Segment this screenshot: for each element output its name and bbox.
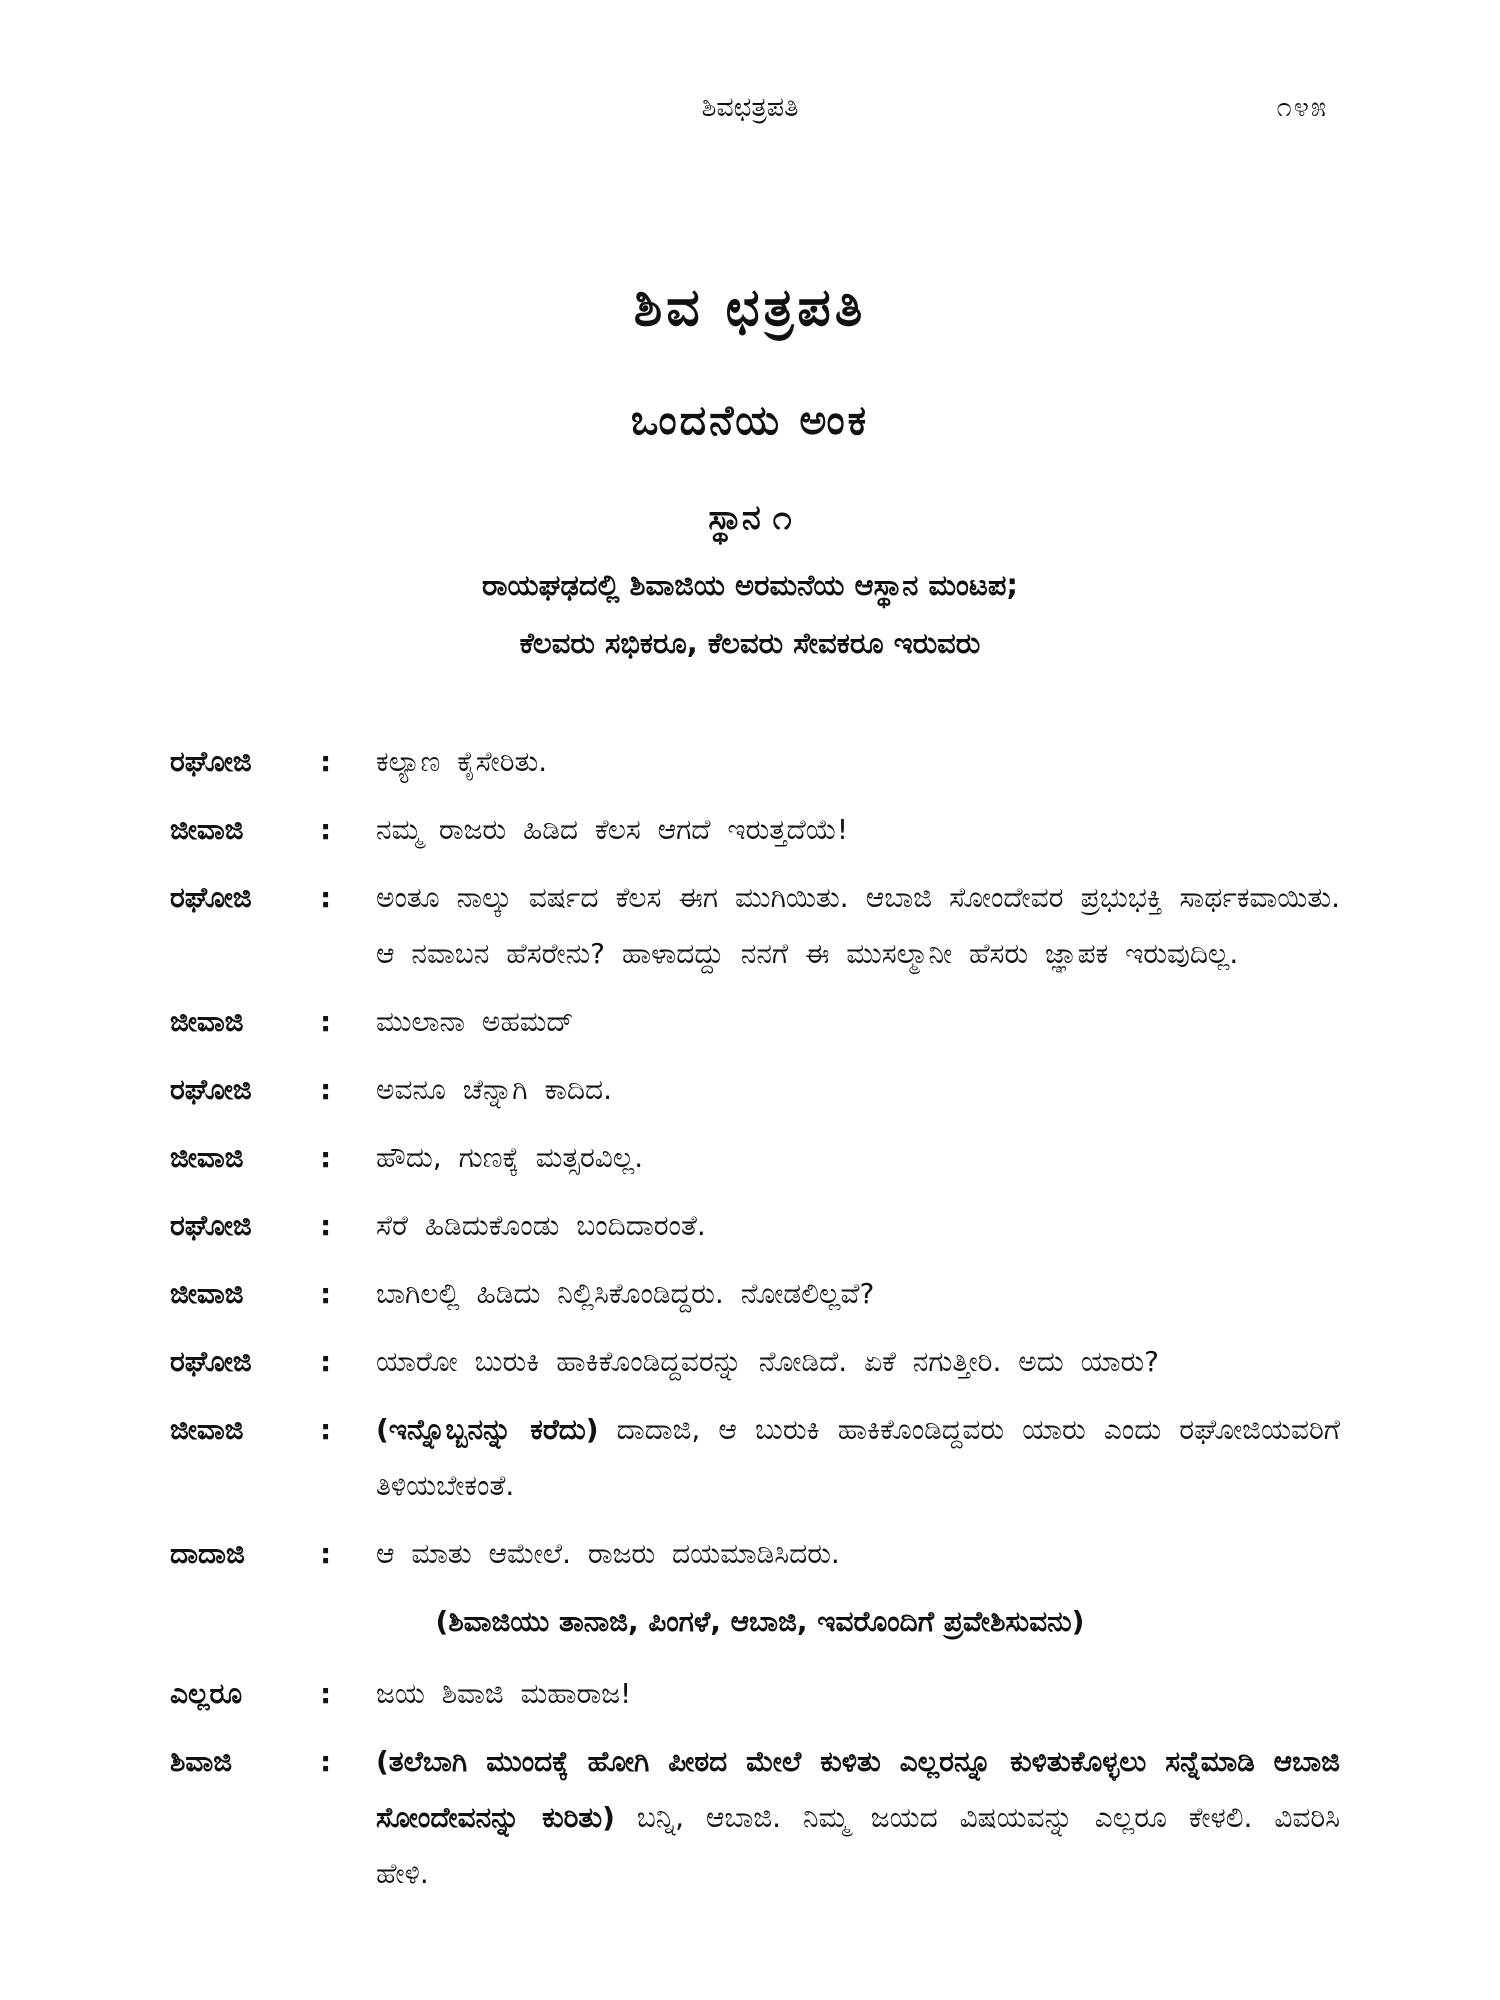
- dialogue-line: [170, 734, 1340, 790]
- speaker-colon: :: [320, 1677, 332, 1710]
- speech-body: ಅಂತೂ ನಾಲ್ಕು ವರ್ಷದ ಕೆಲಸ ಈಗ ಮುಗಿಯಿತು. ಆಬಾಜಿ ಸೋಂದೇವರ ಪ್ರಭುಭಕ್ತಿ ಸಾರ್ಥಕವಾಯಿತು. ಆ ನವಾಬನ ಹೆಸರೇನು? ಹಾಳಾದದ್ದು ನನಗೆ ಈ ಮುಸಲ್ಮಾನೀ ಹೆಸರು ಜ್ಞಾಪಕ ಇರುವುದಿಲ್ಲ.: [376, 881, 1340, 970]
- speaker-colon: :: [320, 1745, 332, 1778]
- speaker-colon: :: [320, 1537, 332, 1570]
- play-title: ಶಿವ ಛತ್ರಪತಿ: [633, 278, 867, 338]
- scene-setting: [0, 556, 1500, 672]
- speech-body: ನಮ್ಮ ರಾಜರು ಹಿಡಿದ ಕೆಲಸ ಆಗದೆ ಇರುತ್ತದೆಯೆ!: [376, 813, 849, 846]
- speech-body: ಬನ್ನಿ, ಆಬಾಜಿ. ನಿಮ್ಮ ಜಯದ ವಿಷಯವನ್ನು ಎಲ್ಲರೂ ಕೇಳಲಿ. ವಿವರಿಸಿ ಹೇಳಿ.: [376, 1801, 1341, 1890]
- speaker-name: ಜೀವಾಜಿ: [170, 813, 244, 846]
- speaker-name: ಎಲ್ಲರೂ: [170, 1677, 243, 1710]
- speech-text: [376, 1334, 1340, 1390]
- dialogue-line: [170, 1734, 1340, 1902]
- speech-body: ಯಾರೋ ಬುರುಕಿ ಹಾಕಿಕೊಂಡಿದ್ದವರನ್ನು ನೋಡಿದೆ. ಏಕೆ ನಗುತ್ತೀರಿ. ಅದು ಯಾರು?: [376, 1345, 1160, 1378]
- speaker-colon: :: [320, 1141, 332, 1174]
- act-title: ಒಂದನೆಯ ಅಂಕ: [630, 396, 870, 444]
- speaker-name: ರಘೋಜಿ: [170, 745, 252, 778]
- speaker-colon: :: [320, 813, 332, 846]
- speaker-colon: :: [320, 1073, 332, 1106]
- speech-body: ಬಾಗಿಲಲ್ಲಿ ಹಿಡಿದು ನಿಲ್ಲಿಸಿಕೊಂಡಿದ್ದರು. ನೋಡಲಿಲ್ಲವೆ?: [376, 1277, 875, 1310]
- speech-body: ಅವನೂ ಚೆನ್ನಾಗಿ ಕಾದಿದ.: [376, 1073, 613, 1106]
- dialogue-line: [170, 802, 1340, 858]
- speech-body: ಕಲ್ಯಾಣ ಕೈಸೇರಿತು.: [376, 745, 548, 778]
- speaker-name: ಜೀವಾಜಿ: [170, 1141, 244, 1174]
- speaker-name: ರಘೋಜಿ: [170, 1209, 252, 1242]
- speaker-name: ಜೀವಾಜಿ: [170, 1005, 244, 1038]
- speech-text: [376, 1266, 1340, 1322]
- dialogue-line: [170, 1266, 1340, 1322]
- speech-body: ಹೌದು, ಗುಣಕ್ಕೆ ಮತ್ಸರವಿಲ್ಲ.: [376, 1141, 644, 1174]
- speaker-name: ರಘೋಜಿ: [170, 1345, 252, 1378]
- dialogue-line: [170, 994, 1340, 1050]
- scene-setting-line-2: ಕೆಲವರು ಸಭಿಕರೂ, ಕೆಲವರು ಸೇವಕರೂ ಇರುವರು: [519, 626, 981, 660]
- speaker-colon: :: [320, 881, 332, 914]
- speech-text: [376, 870, 1340, 982]
- speaker-name: ಜೀವಾಜಿ: [170, 1413, 244, 1446]
- speech-text: [376, 734, 1340, 790]
- dialogue-line: [170, 1130, 1340, 1186]
- speaker-colon: :: [320, 1345, 332, 1378]
- dialogue-line: [170, 1666, 1340, 1722]
- speaker-name: ರಘೋಜಿ: [170, 881, 252, 914]
- speech-text: [376, 1130, 1340, 1186]
- stage-direction: (ಶಿವಾಜಿಯು ತಾನಾಜಿ, ಪಿಂಗಳೆ, ಆಬಾಜಿ, ಇವರೊಂದಿಗೆ ಪ್ರವೇಶಿಸುವನು): [435, 1605, 1085, 1638]
- inline-stage-direction: (ಇನ್ನೊಬ್ಬನನ್ನು ಕರೆದು): [376, 1413, 599, 1446]
- speech-text: [376, 1198, 1340, 1254]
- dialogue-line: [170, 1402, 1340, 1514]
- dialogue-line: [170, 1198, 1340, 1254]
- speech-text: [376, 1402, 1340, 1514]
- speaker-colon: :: [320, 1413, 332, 1446]
- inline-stage-direction: (ತಲೆಬಾಗಿ ಮುಂದಕ್ಕೆ ಹೋಗಿ ಪೀಠದ ಮೇಲೆ ಕುಳಿತು ಎಲ್ಲರನ್ನೂ ಕುಳಿತುಕೊಳ್ಳಲು ಸನ್ನೆಮಾಡಿ ಆಬಾಜಿ ಸೋಂದೇವನನ್ನು ಕುರಿತು): [376, 1745, 1340, 1834]
- scene-title: ಸ್ಥಾನ ೧: [708, 498, 792, 538]
- speech-text: [376, 1062, 1340, 1118]
- speaker-colon: :: [320, 1005, 332, 1038]
- speech-body: ದಾದಾಜಿ, ಆ ಬುರುಕಿ ಹಾಕಿಕೊಂಡಿದ್ದವರು ಯಾರು ಎಂದು ರಘೋಜಿಯವರಿಗೆ ತಿಳಿಯಬೇಕಂತೆ.: [376, 1413, 1340, 1502]
- speaker-name: ರಘೋಜಿ: [170, 1073, 252, 1106]
- speaker-name: ಜೀವಾಜಿ: [170, 1277, 244, 1310]
- dialogue-block: [170, 734, 1340, 1914]
- speaker-name: ದಾದಾಜಿ: [170, 1537, 245, 1570]
- speech-text: [376, 802, 1340, 858]
- speaker-colon: :: [320, 1209, 332, 1242]
- dialogue-line: [170, 1334, 1340, 1390]
- speaker-colon: :: [320, 745, 332, 778]
- speech-body: ಜಯ ಶಿವಾಜಿ ಮಹಾರಾಜ!: [376, 1677, 632, 1710]
- speech-text: [376, 1526, 1340, 1582]
- dialogue-line: [170, 870, 1340, 982]
- page-number: ೧೪೫: [1276, 92, 1328, 123]
- speaker-colon: :: [320, 1277, 332, 1310]
- speech-body: ಸೆರೆ ಹಿಡಿದುಕೊಂಡು ಬಂದಿದಾರಂತೆ.: [376, 1209, 706, 1242]
- speech-body: ಮುಲಾನಾ ಅಹಮದ್: [376, 1005, 574, 1038]
- running-header-title: ಶಿವಛತ್ರಪತಿ: [701, 92, 799, 123]
- scene-setting-line-1: ರಾಯಘಢದಲ್ಲಿ ಶಿವಾಜಿಯ ಅರಮನೆಯ ಆಸ್ಥಾನ ಮಂಟಪ;: [481, 568, 1019, 602]
- speech-body: ಆ ಮಾತು ಆಮೇಲೆ. ರಾಜರು ದಯಮಾಡಿಸಿದರು.: [376, 1537, 840, 1570]
- speech-text: [376, 1666, 1340, 1722]
- speaker-name: ಶಿವಾಜಿ: [170, 1745, 233, 1778]
- speech-text: [376, 1734, 1340, 1902]
- dialogue-line: [170, 1062, 1340, 1118]
- dialogue-line: [170, 1526, 1340, 1582]
- speech-text: [376, 994, 1340, 1050]
